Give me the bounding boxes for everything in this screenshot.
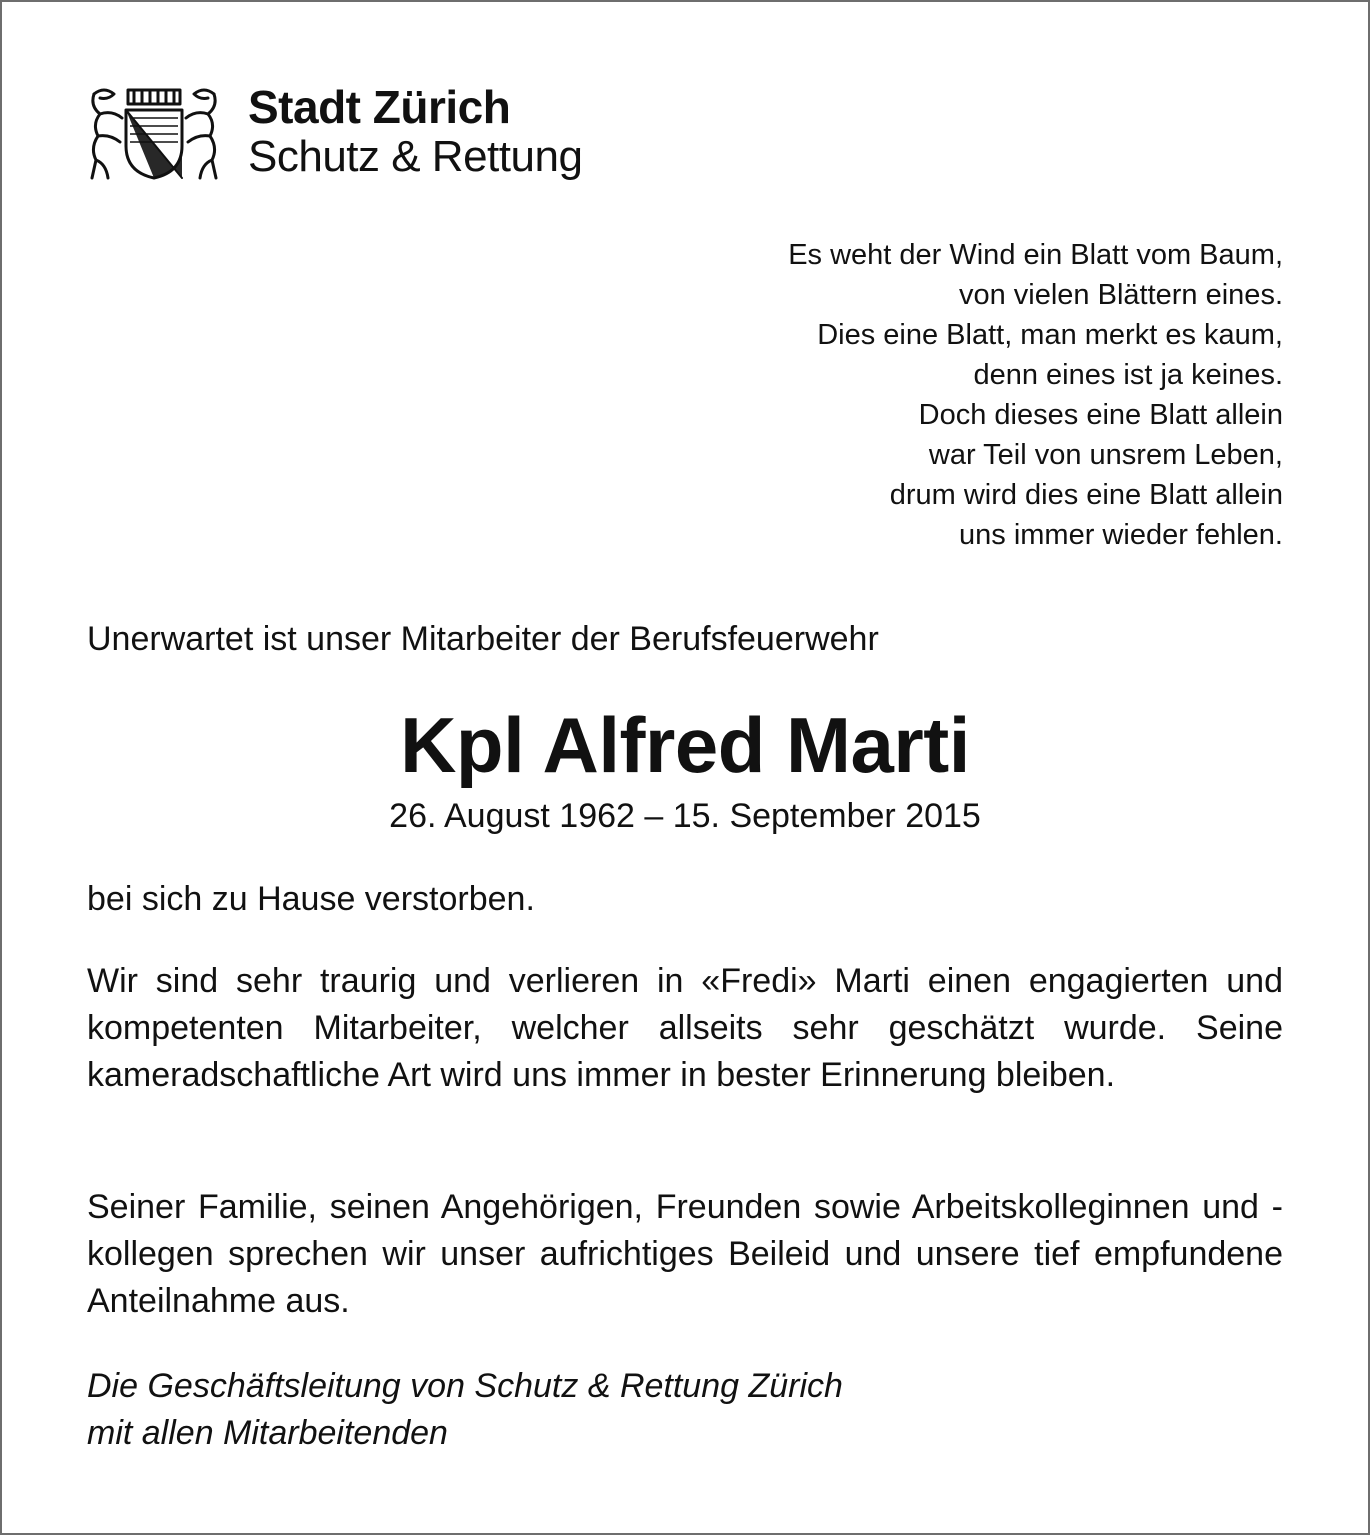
poem-line: drum wird dies eine Blatt allein — [889, 479, 1283, 511]
poem-line: Dies eine Blatt, man merkt es kaum, — [817, 319, 1283, 351]
poem-line: uns immer wieder fehlen. — [959, 519, 1283, 551]
condolence-paragraph: Seiner Familie, seinen Angehörigen, Freunden sowie Arbeitskolleginnen und -kollegen sprechen wir unser aufrichtiges Beileid und unsere tief empfundene Anteilnahme aus. — [87, 1188, 1283, 1320]
signature-line: Die Geschäftsleitung von Schutz & Rettung Zürich — [87, 1367, 843, 1405]
poem-line: von vielen Blättern eines. — [958, 279, 1283, 311]
intro-text: Unerwartet ist unser Mitarbeiter der Berufsfeuerwehr — [87, 620, 879, 658]
brand-city: Stadt Zürich — [248, 81, 511, 133]
deceased-name: Kpl Alfred Marti — [400, 701, 970, 789]
life-dates: 26. August 1962 – 15. September 2015 — [389, 797, 981, 835]
death-note: bei sich zu Hause verstorben. — [87, 880, 535, 918]
zurich-coat-of-arms-icon — [86, 84, 222, 182]
poem-line: denn eines ist ja keines. — [973, 359, 1283, 391]
poem-line: war Teil von unsrem Leben, — [928, 439, 1283, 471]
signature — [87, 1363, 1283, 1457]
brand-block — [248, 82, 582, 182]
signature-line: mit allen Mitarbeitenden — [87, 1414, 448, 1452]
tribute-paragraph: Wir sind sehr traurig und verlieren in «Fredi» Marti einen engagierten und kompetenten Mitarbeiter, welcher allseits sehr geschätzt wurde. Seine kameradschaftliche Art wird uns immer in bester Erinnerung bleiben. — [87, 962, 1283, 1094]
poem-line: Doch dieses eine Blatt allein — [918, 399, 1283, 431]
poem — [788, 235, 1283, 555]
brand-department: Schutz & Rettung — [248, 132, 583, 181]
poem-line: Es weht der Wind ein Blatt vom Baum, — [788, 239, 1283, 271]
